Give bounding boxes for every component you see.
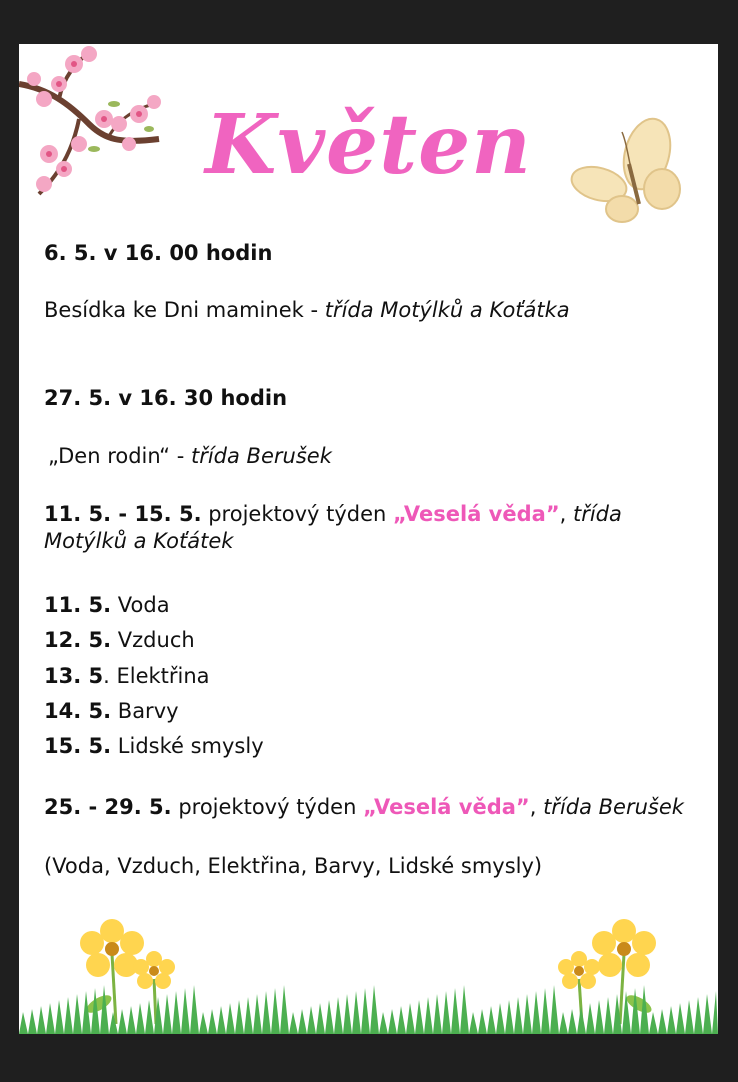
day-item-1: 11. 5. Voda — [44, 593, 170, 617]
day-item-5: 15. 5. Lidské smysly — [44, 734, 264, 758]
event2-description — [48, 443, 332, 470]
project2-name: „Veselá věda” — [363, 795, 530, 819]
project1-name: „Veselá věda” — [393, 502, 560, 526]
page-title: Květen — [205, 97, 532, 193]
project1-comma: , — [559, 502, 573, 526]
event1-date: 6. 5. v 16. 00 hodin — [44, 241, 273, 265]
day-item-3: 13. 5. Elektřina — [44, 664, 210, 688]
event2-date: 27. 5. v 16. 30 hodin — [44, 386, 288, 410]
event1-description — [44, 297, 570, 324]
project2-text: projektový týden — [171, 795, 364, 819]
event2-class: třída Berušek — [190, 444, 332, 468]
event1-class: třída Motýlků a Koťátka — [324, 298, 570, 322]
project2-class: třída Berušek — [543, 795, 684, 819]
project1 — [44, 501, 704, 556]
poster — [19, 44, 718, 1034]
project1-range: 11. 5. - 15. 5. — [44, 502, 202, 526]
day-item-2: 12. 5. Vzduch — [44, 628, 195, 652]
event2-name: „Den rodin“ - — [48, 444, 191, 468]
project2 — [44, 794, 684, 821]
grass-icon — [19, 974, 718, 1034]
project2-comma: , — [529, 795, 544, 819]
event1-name: Besídka ke Dni maminek - — [44, 298, 325, 322]
project1-class: třída Motýlků a Koťátek — [44, 502, 622, 554]
day-item-4: 14. 5. Barvy — [44, 699, 179, 723]
project2-range: 25. - 29. 5. — [44, 795, 172, 819]
project1-text: projektový týden — [201, 502, 393, 526]
topics-summary: (Voda, Vzduch, Elektřina, Barvy, Lidské smysly) — [44, 854, 543, 878]
